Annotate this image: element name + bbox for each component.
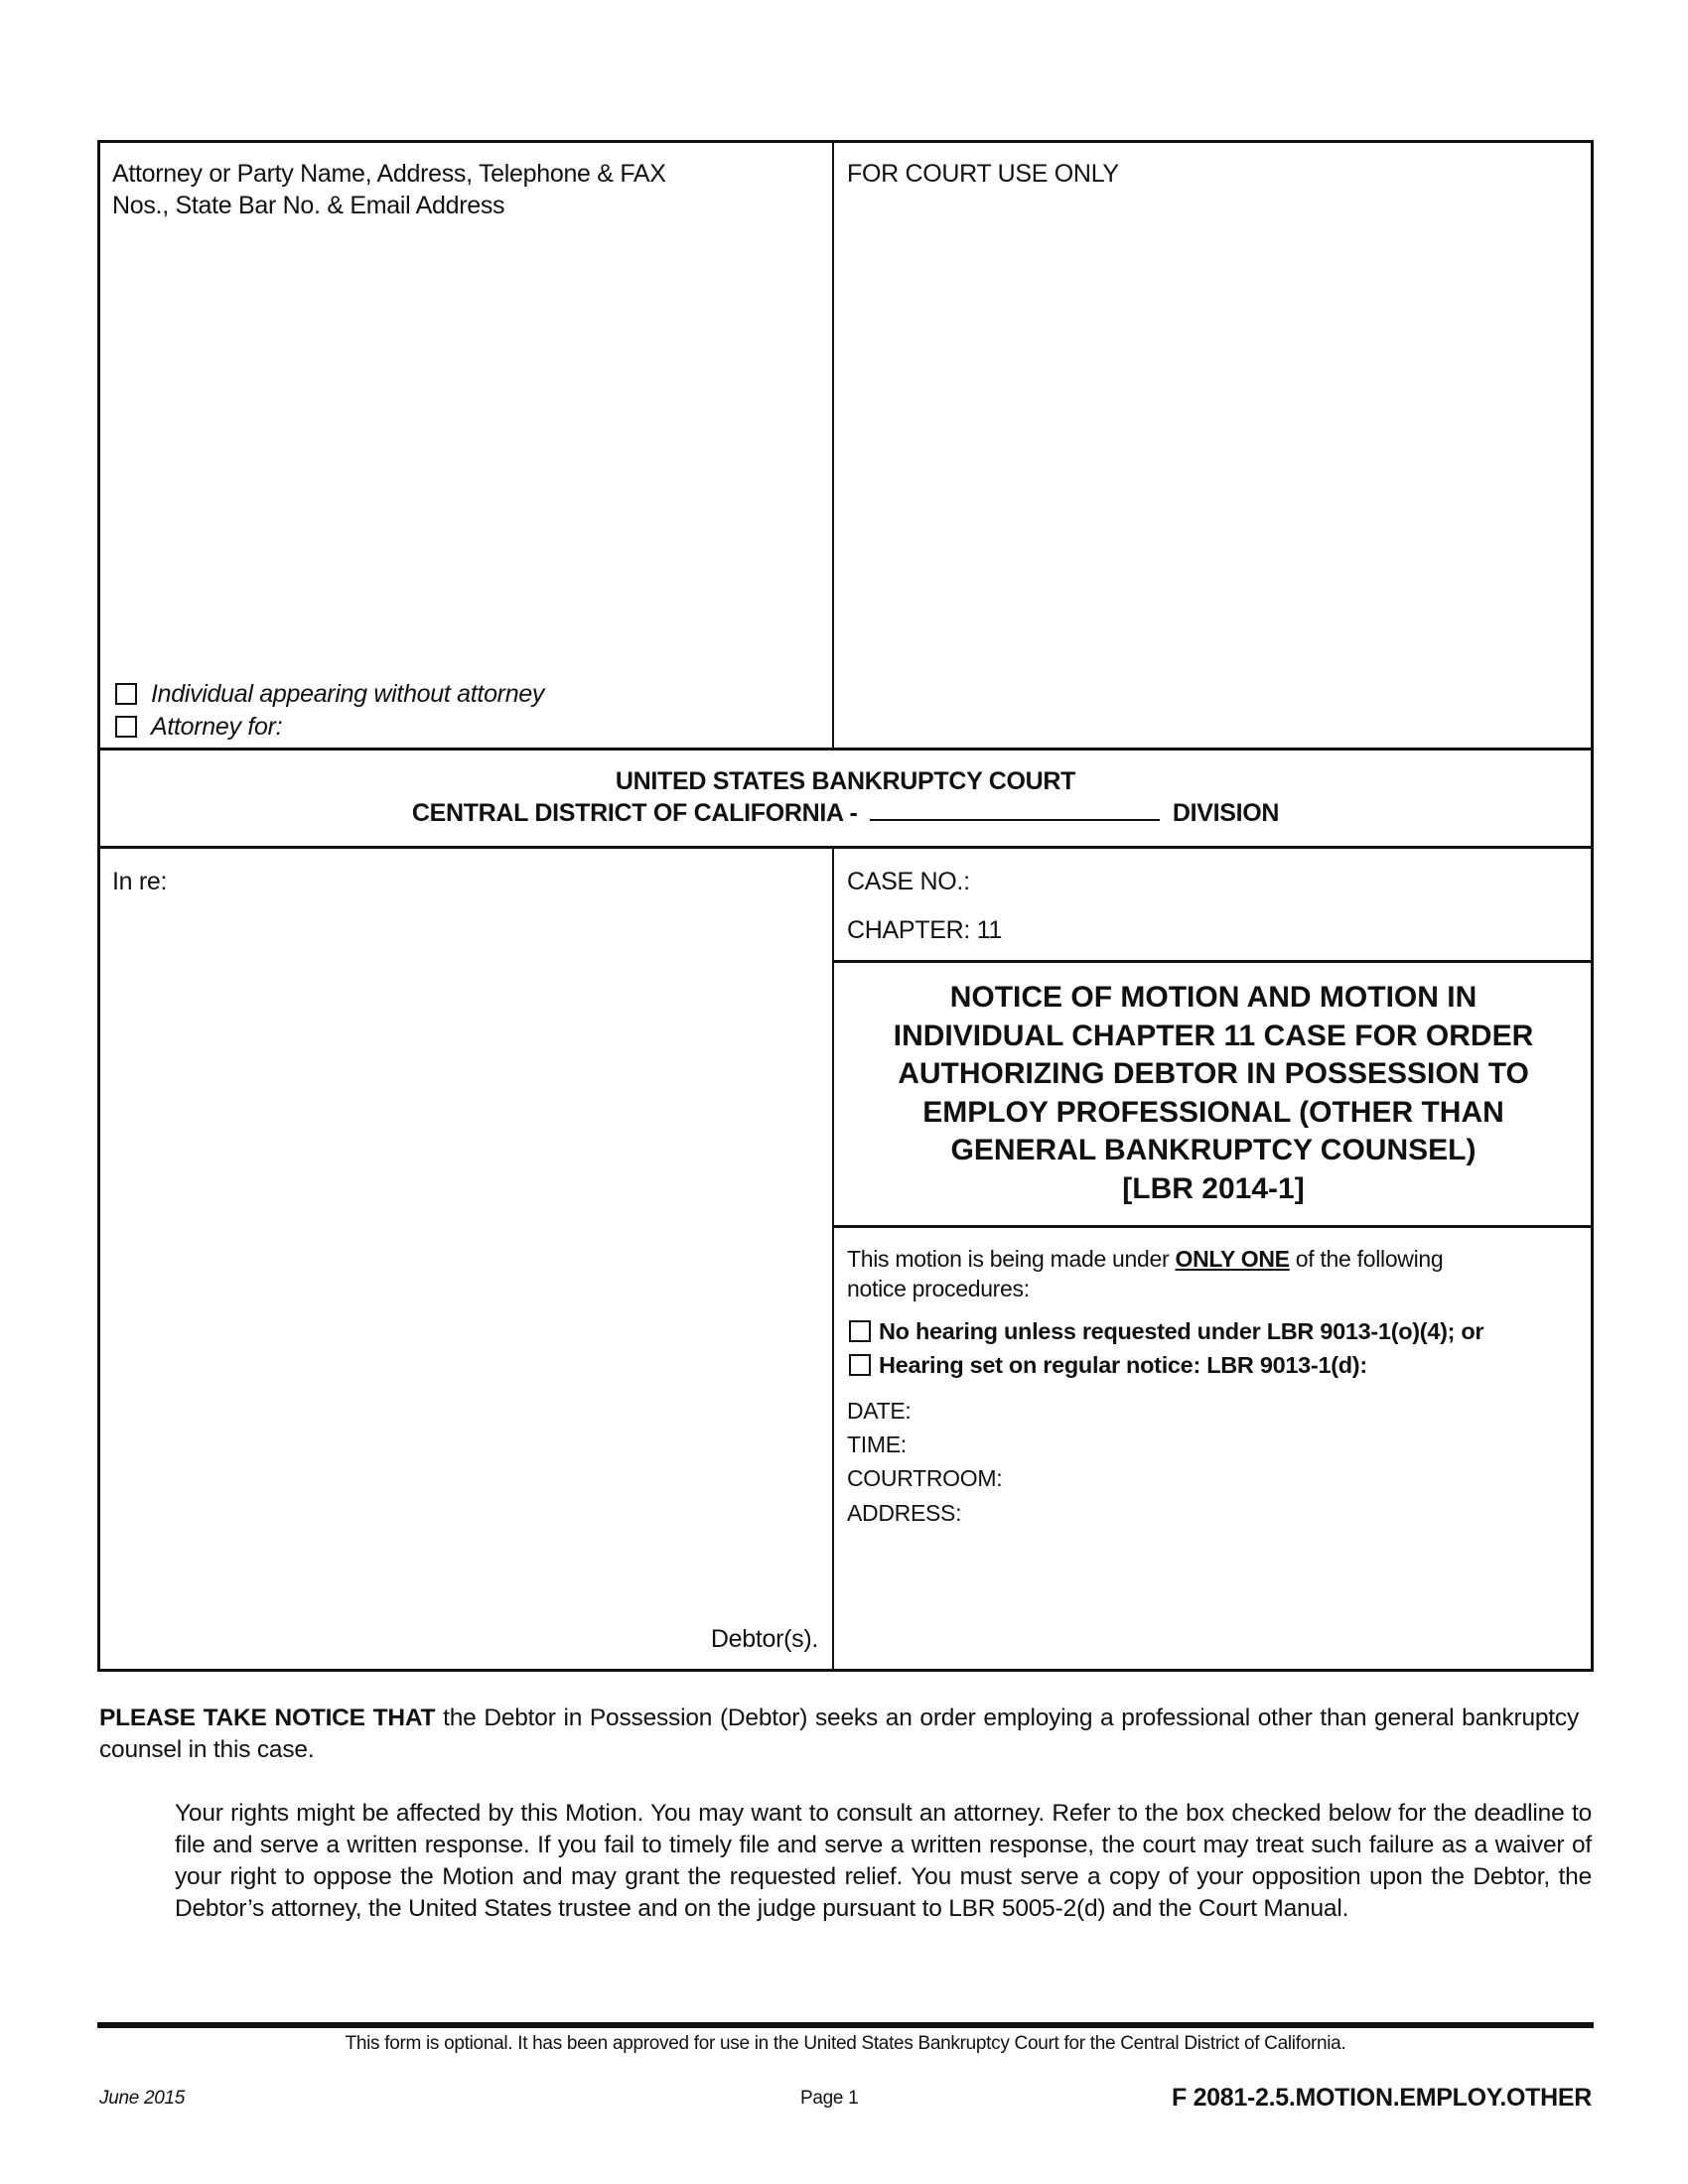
title-line: NOTICE OF MOTION AND MOTION IN [949,981,1477,1014]
notice-intro-line2: notice procedures: [847,1276,1030,1301]
notice-paragraph [99,1703,1579,1766]
row-divider-4 [832,1225,1594,1228]
court-name: UNITED STATES BANKRUPTCY COURT [615,767,1076,795]
hearing-label: Hearing set on regular notice: LBR 9013-1(d): [879,1352,1367,1378]
row-divider-2 [97,846,1594,849]
notice-intro-text-end: of the following [1295,1246,1444,1272]
court-district [97,797,1594,829]
attorney-for-checkbox-row[interactable] [115,711,282,743]
row-divider-1 [97,748,1594,751]
table-border-left [97,140,100,1672]
footer-rule [97,2022,1594,2028]
individual-checkbox-label: Individual appearing without attorney [151,680,545,708]
debtors-label: Debtor(s). [710,1625,818,1653]
no-hearing-checkbox[interactable] [849,1320,871,1342]
table-border-top [97,140,1594,143]
attorney-for-checkbox[interactable] [115,716,137,738]
individual-checkbox[interactable] [115,683,137,705]
date-label: DATE: [847,1398,912,1424]
division-label: DIVISION [1172,799,1280,827]
form-id: F 2081-2.5.MOTION.EMPLOY.OTHER [1171,2084,1592,2112]
rights-paragraph: Your rights might be affected by this Motion. You may want to consult an attorney. Refer to the box checked below for the deadline to file and serve a written response. If you fail to timely file and serve a written response, the court may treat such failure as a waiver of your right to oppose the Motion and may grant the requested relief. You must serve a copy of your opposition upon the Debtor, the Debtor’s attorney, the United States trustee and on the judge pursuant to LBR 5005-2(d) and the Court Manual. [175,1800,1592,1922]
in-re-label: In re: [112,868,168,895]
division-blank[interactable] [870,797,1160,821]
no-hearing-label: No hearing unless requested under LBR 9013-1(o)(4); or [879,1318,1484,1344]
hearing-option[interactable] [849,1349,1367,1381]
district-label: CENTRAL DISTRICT OF CALIFORNIA - [411,799,858,827]
title-line: EMPLOY PROFESSIONAL (OTHER THAN [922,1095,1504,1129]
title-line: GENERAL BANKRUPTCY COUNSEL) [950,1134,1477,1166]
page-number: Page 1 [800,2088,859,2109]
no-hearing-option[interactable] [849,1315,1483,1347]
table-border-bottom [97,1669,1594,1672]
notice-lead: PLEASE TAKE NOTICE THAT [99,1705,436,1731]
attorney-for-checkbox-label: Attorney for: [151,713,283,741]
notice-intro [847,1243,1443,1275]
hearing-checkbox[interactable] [849,1354,871,1376]
court-use-label: FOR COURT USE ONLY [847,160,1119,188]
only-one-emphasis: ONLY ONE [1175,1246,1290,1272]
table-border-right [1591,140,1594,1672]
title-line: [LBR 2014-1] [1122,1171,1305,1205]
column-divider-top [832,140,834,749]
courtroom-label: COURTROOM: [847,1465,1003,1491]
notice-intro-text: This motion is being made under [847,1246,1170,1272]
notice-lead-rest: the Debtor in Possession (Debtor) seeks an order employing a professional other than general bankruptcy counsel in this case. [99,1705,1580,1763]
attorney-label-line1: Attorney or Party Name, Address, Telephone & FAX [112,160,666,188]
title-line: AUTHORIZING DEBTOR IN POSSESSION TO [898,1057,1529,1090]
individual-checkbox-row[interactable] [115,678,544,710]
chapter-label: CHAPTER: 11 [847,916,1003,944]
time-label: TIME: [847,1432,907,1457]
row-divider-3 [832,960,1594,963]
form-date: June 2015 [99,2088,186,2109]
optional-notice: This form is optional. It has been approved for use in the United States Bankruptcy Court for the Central District of California. [345,2033,1346,2054]
motion-title [835,979,1592,1208]
address-label: ADDRESS: [847,1500,962,1526]
attorney-label-line2: Nos., State Bar No. & Email Address [112,192,505,219]
column-divider-bottom [832,846,834,1670]
case-no-label: CASE NO.: [847,868,970,895]
title-line: INDIVIDUAL CHAPTER 11 CASE FOR ORDER [893,1019,1534,1052]
